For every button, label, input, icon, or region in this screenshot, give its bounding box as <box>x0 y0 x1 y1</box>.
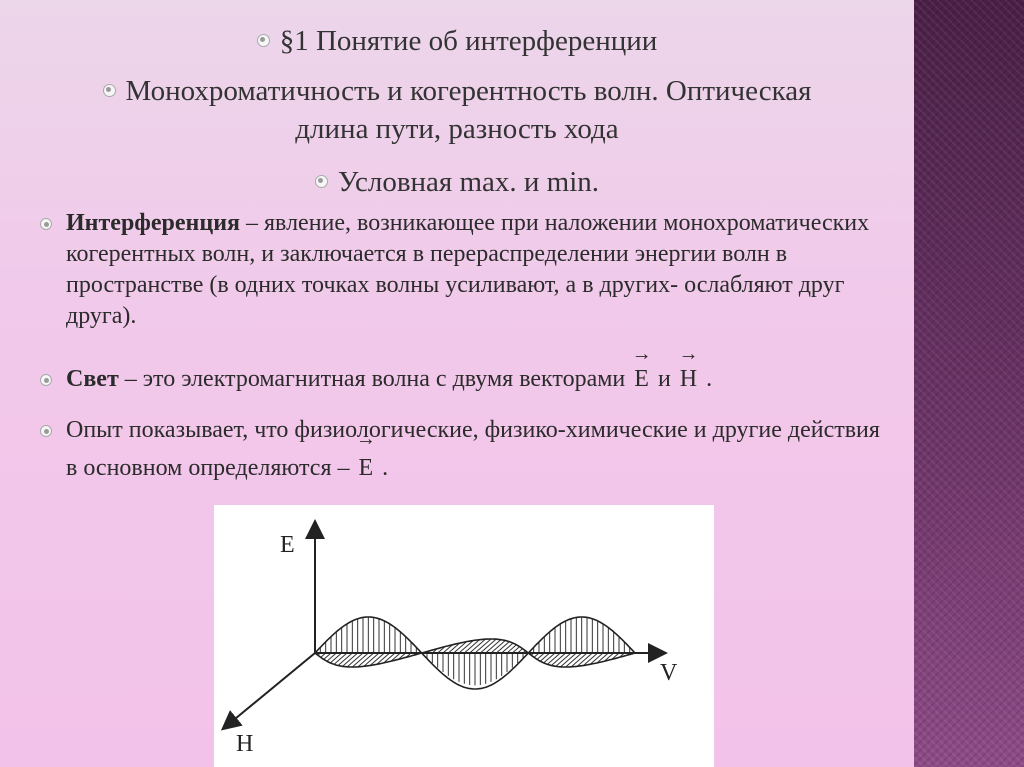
heading-section <box>0 22 914 60</box>
bullet-icon <box>103 84 116 97</box>
statement: Опыт показывает, что физиологические, физико-химические и другие действия в основном определяются – <box>66 417 880 481</box>
bullet-icon <box>315 175 328 188</box>
term: Интерференция <box>66 210 241 236</box>
axis-h <box>224 653 315 728</box>
em-wave-diagram <box>214 505 714 767</box>
punctuation: . <box>700 366 713 392</box>
term: Свет <box>66 366 119 392</box>
label-e: E <box>280 532 295 558</box>
hatch-line <box>507 645 516 653</box>
punctuation: . <box>376 455 389 481</box>
definition-interference <box>40 208 880 332</box>
heading-text: длина пути, разность хода <box>295 113 619 145</box>
bullet-icon <box>40 425 52 437</box>
hatch-line <box>544 653 555 663</box>
vector-h: → H <box>677 364 700 395</box>
em-wave-figure <box>214 505 714 767</box>
hatch-line <box>540 653 549 661</box>
heading-subtitle <box>0 72 914 148</box>
e-wave-hatching <box>320 617 629 685</box>
heading-condition <box>0 163 914 201</box>
definition: – это электромагнитная волна с двумя векторами <box>118 366 632 392</box>
paragraph <box>66 364 712 395</box>
heading-text: §1 Понятие об интерференции <box>279 25 658 57</box>
bullet-icon <box>257 34 270 47</box>
hatch-line <box>327 653 336 661</box>
hatch-line <box>334 653 347 664</box>
definition: – явление, возникающее при наложении монохроматических когерентных волн, и заключается в перераспределении энергии волн в пространстве (в одних точках волны усиливают, а в других- ослабляют друг друга). <box>66 210 870 329</box>
decorative-sidebar <box>914 0 1024 767</box>
bullet-icon <box>40 218 52 230</box>
hatch-line <box>547 653 560 664</box>
paragraph <box>66 208 880 332</box>
definition-light <box>40 364 880 395</box>
bullet-icon <box>40 374 52 386</box>
heading-text: Монохроматичность и когерентность волн. Оптическая <box>125 75 812 107</box>
paragraph <box>66 411 880 487</box>
hatch-line <box>330 653 341 663</box>
hatch-line <box>502 643 513 653</box>
label-h: H <box>236 731 254 757</box>
heading-text: Условная max. и min. <box>337 166 600 198</box>
label-v: V <box>660 660 678 686</box>
vector-e: → E <box>631 364 652 395</box>
hatch-line <box>496 642 509 653</box>
vector-e: → E <box>355 449 376 487</box>
conjunction: и <box>651 366 677 392</box>
experiment-note <box>40 411 880 487</box>
